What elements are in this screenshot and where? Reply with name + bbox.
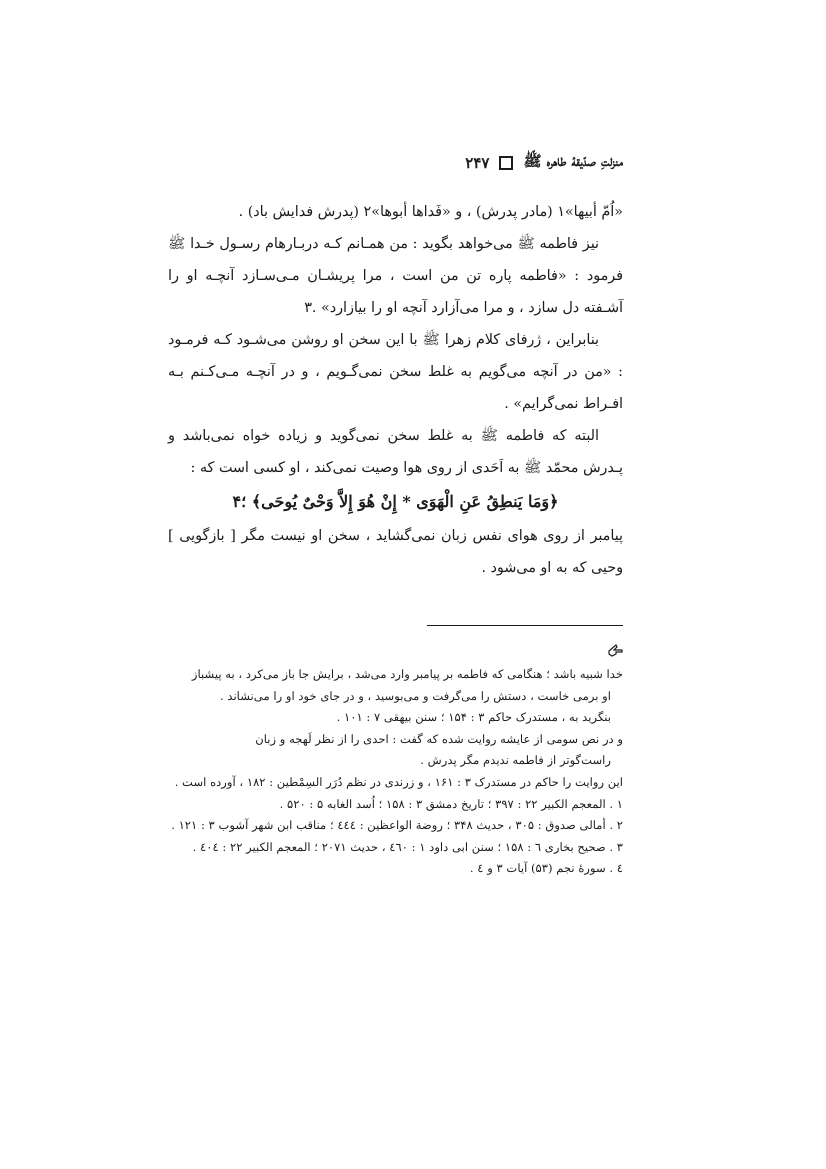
footnote-line: او برمی خاست ، دستش را می‌گرفت و می‌بوسید ، و در جای خود او را می‌نشاند .	[220, 688, 611, 703]
pointing-hand-icon	[607, 642, 625, 658]
main-text	[168, 196, 623, 584]
footnote-line: خدا شبیه باشد ؛ هنگامی که فاطمه بر پیامبر وارد می‌شد ، برایش جا باز می‌کرد ، به پیشباز	[191, 667, 623, 681]
paragraph-1: «اُمّ أبیها»۱ (مادر پدرش) ، و «فَداها أبوها»۲ (پدرش فدایش باد) .	[238, 204, 623, 220]
footnote-line: و در نص سومی از عایشه روایت شده که گفت : احدی را از نظر لَهجه و زبان	[255, 731, 623, 746]
footnote-3: ۳ . صحیح بخاری ٦ : ۱۵۸ ؛ سنن ابی داود ۱ : ٤٦٠ ، حدیث ۲۰۷۱ ؛ المعجم الکبیر ۲۲ : ٤٠٤ .	[192, 839, 623, 854]
paragraph-4: البته که فاطمه ﷺ به غلط سخن نمی‌گوید و زیاده خواه نمی‌باشد و پـدرش محمّد ﷺ به اَحَدی از روی هوا وصیت نمی‌کند ، او کسی است که :	[168, 428, 623, 476]
footnotes	[168, 664, 623, 880]
square-ornament-icon	[499, 156, 513, 170]
paragraph-5: پیامبر از روی هوای نفس زبان نمی‌گشاید ، سخن او نیست مگر [ بازگویی ] وحیی که به او می‌شود .	[168, 528, 623, 576]
footnote-4: ٤ . سورهٔ نجم (۵۳) آیات ۳ و ٤ .	[469, 861, 623, 876]
footnote-line: این روایت را حاکم در مستدرک ۳ : ۱۶۱ ، و زرندی در نظم دُرَر السِمْطین : ۱۸۲ ، آورده است .	[174, 774, 623, 789]
running-header	[168, 150, 623, 176]
paragraph-2: نیز فاطمه ﷺ می‌خواهد بگوید : من همـانم کـه دربـارهام رسـول خـدا ﷺ فرمود : «فاطمه پاره تن من است ، مرا پریشـان مـی‌سـازد آنچـه او را آشـفته دل سازد ، و مرا می‌آزارد آنچه او را بیازارد» .۳	[168, 236, 623, 316]
paragraph-3: بنابراین ، ژرفای کلام زهرا ﷺ با این سخن او روشن می‌شـود کـه فرمـود : «من در آنچه می‌گویم به غلط سخن نمی‌گـویم ، و در آنچـه مـی‌کـنم بـه افـراط نمی‌گرایم» .	[168, 332, 623, 412]
footnote-1: ۱ . المعجم الکبیر ۲۲ : ۳۹۷ ؛ تاریخ دمشق ۳ : ۱۵۸ ؛ اُسد الغابه ۵ : ۵۲۰ .	[279, 796, 623, 811]
header-title: منزلتِ صدّیقهٔ طاهره ﷺ	[523, 152, 623, 170]
footnote-separator	[427, 625, 623, 626]
page-number: ۲۴۷	[465, 154, 490, 172]
footnote-line: بنگرید به ، مستدرک حاکم ۳ : ۱۵۴ ؛ سنن بیهقی ۷ : ۱۰۱ .	[336, 710, 611, 725]
footnote-line: راست‌گوتر از فاطمه ندیدم مگر پدرش .	[420, 753, 611, 768]
footnote-2: ۲ . أمالی صدوق : ۳۰۵ ، حدیث ۳۴۸ ؛ روضة الواعظین : ٤٤٤ ؛ مناقب ابن شهر آشوب ۳ : ۱۲۱ .	[171, 818, 623, 833]
quran-verse: ﴿وَمَا یَنطِقُ عَنِ الْهَوَی * إِنْ هُوَ إِلاَّ وَحْیٌ یُوحَی﴾ ؛۴	[232, 492, 559, 511]
